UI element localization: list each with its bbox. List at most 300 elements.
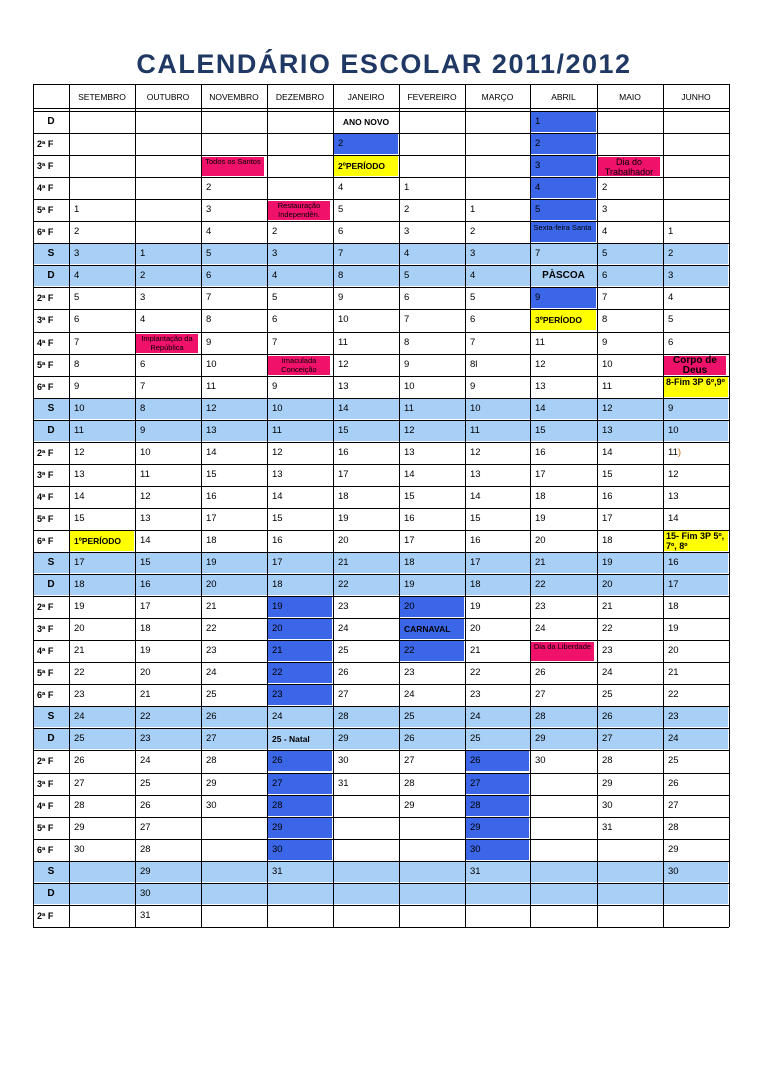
row-day-label: 4ª F bbox=[37, 646, 54, 657]
grid-hline bbox=[33, 84, 729, 85]
grid-hline bbox=[33, 155, 729, 156]
row-day-label: 5ª F bbox=[37, 668, 54, 679]
day-cell: 27 bbox=[140, 821, 151, 833]
day-cell: 22 bbox=[404, 645, 415, 657]
day-cell: 4 bbox=[338, 182, 344, 194]
day-cell: 21 bbox=[338, 557, 349, 568]
vacation-cell-fill bbox=[531, 156, 596, 176]
grid-hline bbox=[33, 420, 729, 421]
day-cell: 6 bbox=[602, 270, 608, 282]
row-day-label: 2ª F bbox=[37, 293, 54, 304]
day-cell: 24 bbox=[404, 689, 415, 701]
holiday-label: Dia da Liberdade bbox=[533, 642, 592, 652]
grid-hline bbox=[33, 927, 729, 928]
day-cell: 1 bbox=[140, 248, 146, 260]
grid-hline bbox=[33, 706, 729, 707]
day-cell: 15 bbox=[470, 512, 481, 524]
grid-vline bbox=[69, 84, 70, 927]
day-cell: 13 bbox=[470, 468, 481, 480]
grid-vline bbox=[399, 84, 400, 927]
day-cell: 16 bbox=[404, 512, 415, 524]
day-cell: 7 bbox=[404, 314, 410, 326]
day-cell: 23 bbox=[338, 601, 349, 613]
day-cell: 26 bbox=[206, 711, 217, 723]
month-header: OUTUBRO bbox=[146, 92, 190, 102]
weekend-row-fill bbox=[34, 399, 728, 419]
day-cell: 17 bbox=[74, 557, 85, 568]
month-header: JUNHO bbox=[681, 92, 711, 102]
day-cell: 14 bbox=[535, 402, 546, 414]
day-cell: 2 bbox=[470, 226, 476, 238]
day-cell: 23 bbox=[602, 645, 613, 657]
row-day-label: S bbox=[47, 711, 55, 723]
day-cell: 2 bbox=[338, 138, 344, 150]
day-cell: 30 bbox=[338, 755, 349, 767]
day-cell: 22 bbox=[74, 667, 85, 679]
day-cell: 15 bbox=[338, 424, 349, 436]
day-cell: 11 bbox=[74, 424, 84, 436]
day-cell: 29 bbox=[338, 733, 349, 745]
day-cell: 4 bbox=[206, 226, 212, 238]
day-cell: 15 bbox=[535, 424, 546, 436]
day-cell: 17 bbox=[338, 468, 349, 480]
day-cell: 28 bbox=[140, 843, 151, 855]
day-cell: 19 bbox=[535, 512, 546, 524]
day-cell: 18 bbox=[535, 490, 546, 502]
day-cell: 24 bbox=[272, 711, 283, 723]
day-cell: 28 bbox=[272, 799, 283, 811]
day-cell: 20 bbox=[602, 579, 613, 591]
holiday-label: Imaculada Conceição bbox=[281, 355, 317, 374]
event-label: ANO NOVO bbox=[342, 117, 390, 127]
day-cell: 10 bbox=[272, 402, 283, 414]
grid-vline bbox=[267, 84, 268, 927]
day-cell: 27 bbox=[668, 799, 679, 811]
day-cell: 26 bbox=[535, 667, 546, 679]
day-cell: 11 bbox=[602, 380, 612, 392]
day-cell: 21 bbox=[668, 667, 679, 679]
day-cell: 8 bbox=[206, 314, 212, 326]
row-day-label: D bbox=[47, 579, 55, 591]
grid-hline bbox=[33, 861, 729, 862]
row-day-label: 6ª F bbox=[37, 844, 54, 855]
day-cell: 10 bbox=[206, 358, 217, 370]
row-day-label: 3ª F bbox=[37, 469, 54, 480]
day-cell: 6 bbox=[404, 292, 410, 304]
row-day-label: 4ª F bbox=[37, 491, 54, 502]
day-cell: 12 bbox=[338, 358, 349, 370]
day-cell: 13 bbox=[535, 380, 546, 392]
day-cell: 20 bbox=[272, 623, 283, 635]
row-day-label: 2ª F bbox=[37, 756, 54, 767]
day-cell: 22 bbox=[602, 623, 613, 635]
day-cell: 9 bbox=[140, 424, 146, 436]
day-cell: 10 bbox=[404, 380, 415, 392]
day-cell: 21 bbox=[272, 645, 283, 657]
grid-hline bbox=[33, 508, 729, 509]
day-cell: 8 bbox=[404, 336, 410, 348]
day-cell: 11 bbox=[535, 336, 545, 348]
day-cell: 29 bbox=[206, 777, 217, 789]
day-cell: 6 bbox=[338, 226, 344, 238]
day-cell: 30 bbox=[535, 755, 546, 767]
day-cell: 15 bbox=[602, 468, 613, 480]
day-cell: 26 bbox=[602, 711, 613, 723]
day-cell: 20 bbox=[206, 579, 217, 591]
period-end-label: 8-Fim 3P 6º,9º bbox=[666, 376, 725, 387]
grid-vline bbox=[729, 84, 730, 927]
day-cell: 28 bbox=[602, 755, 613, 767]
day-cell: 5 bbox=[206, 248, 212, 260]
day-cell: 11 bbox=[140, 468, 150, 480]
day-cell: 17 bbox=[535, 468, 546, 480]
day-cell: 22 bbox=[535, 579, 546, 591]
day-cell: 6 bbox=[272, 314, 278, 326]
row-day-label: 5ª F bbox=[37, 359, 54, 370]
day-cell: 6 bbox=[470, 314, 476, 326]
day-cell: 18 bbox=[338, 490, 349, 502]
day-cell: 18 bbox=[206, 534, 217, 546]
vacation-cell-fill bbox=[531, 134, 596, 154]
grid-hline bbox=[33, 883, 729, 884]
day-cell: 14 bbox=[140, 534, 151, 546]
row-day-label: D bbox=[47, 887, 55, 899]
day-cell: 29 bbox=[140, 865, 151, 877]
day-cell: 14 bbox=[470, 490, 481, 502]
day-cell: 16 bbox=[272, 534, 283, 546]
day-cell: 6 bbox=[140, 358, 146, 370]
day-cell: 9 bbox=[272, 380, 278, 392]
grid-hline bbox=[33, 111, 729, 112]
day-cell: 19 bbox=[602, 557, 613, 568]
row-day-label: 5ª F bbox=[37, 205, 54, 216]
day-cell: 7 bbox=[470, 336, 476, 348]
day-cell: 28 bbox=[404, 777, 415, 789]
day-cell: 26 bbox=[668, 777, 679, 789]
day-cell: 3 bbox=[74, 248, 80, 260]
grid-hline bbox=[33, 199, 729, 200]
grid-hline bbox=[33, 376, 729, 377]
day-cell: 30 bbox=[668, 865, 679, 877]
day-cell: 23 bbox=[74, 689, 85, 701]
day-cell: 10 bbox=[470, 402, 481, 414]
row-day-label: D bbox=[47, 116, 55, 127]
day-cell: 3 bbox=[140, 292, 146, 304]
row-day-label: 3ª F bbox=[37, 315, 54, 326]
grid-hline bbox=[33, 464, 729, 465]
day-cell: 21 bbox=[74, 645, 85, 657]
day-cell: 28 bbox=[338, 711, 349, 723]
row-day-label: 6ª F bbox=[37, 690, 54, 701]
day-cell: 4 bbox=[272, 270, 278, 282]
day-cell: 29 bbox=[535, 733, 546, 745]
day-cell: 5 bbox=[668, 314, 674, 326]
row-day-label: 4ª F bbox=[37, 337, 54, 348]
day-cell: 23 bbox=[668, 711, 679, 723]
day-cell: 16 bbox=[535, 446, 546, 458]
day-cell: 2 bbox=[404, 204, 410, 216]
day-cell: 3 bbox=[602, 204, 608, 216]
day-cell: 15 bbox=[404, 490, 415, 502]
day-cell: 29 bbox=[602, 777, 613, 789]
event-label: 25 - Natal bbox=[272, 734, 310, 745]
grid-hline bbox=[33, 684, 729, 685]
day-cell: 20 bbox=[535, 534, 546, 546]
day-cell: 12 bbox=[272, 446, 283, 458]
day-cell: 20 bbox=[470, 623, 481, 635]
day-cell: 8 bbox=[74, 358, 80, 370]
day-cell: 16 bbox=[470, 534, 481, 546]
grid-hline bbox=[33, 750, 729, 751]
day-cell: 25 bbox=[602, 689, 613, 701]
day-cell: 15 bbox=[140, 557, 151, 568]
day-cell: 1 bbox=[404, 182, 410, 194]
day-cell: 16 bbox=[206, 490, 217, 502]
day-cell: 26 bbox=[272, 755, 283, 767]
grid-hline bbox=[33, 574, 729, 575]
day-cell: 9 bbox=[602, 336, 608, 348]
day-cell: 24 bbox=[140, 755, 151, 767]
day-cell: 7 bbox=[140, 380, 146, 392]
day-cell: 14 bbox=[404, 468, 415, 480]
day-cell: 24 bbox=[206, 667, 217, 679]
day-cell: 27 bbox=[535, 689, 546, 701]
row-day-label: 6ª F bbox=[37, 381, 54, 392]
day-cell: 19 bbox=[206, 557, 217, 568]
day-cell: 17 bbox=[668, 579, 679, 591]
day-cell: 6 bbox=[206, 270, 212, 282]
day-cell: 22 bbox=[272, 667, 283, 679]
day-cell: 30 bbox=[140, 887, 151, 899]
day-cell: 30 bbox=[470, 843, 481, 855]
grid-vline bbox=[530, 84, 531, 927]
day-cell: 24 bbox=[338, 623, 349, 635]
grid-hline bbox=[33, 817, 729, 818]
day-cell: 5 bbox=[272, 292, 278, 304]
grid-hline bbox=[33, 486, 729, 487]
day-cell: 23 bbox=[206, 645, 217, 657]
day-cell: 20 bbox=[140, 667, 151, 679]
day-cell: 3 bbox=[404, 226, 410, 238]
weekend-row-fill bbox=[34, 553, 728, 573]
day-cell: 13 bbox=[74, 468, 85, 480]
day-cell: 28 bbox=[470, 799, 481, 811]
day-cell: 13 bbox=[404, 446, 415, 458]
day-cell: 9 bbox=[404, 358, 410, 370]
row-day-label: S bbox=[47, 402, 55, 414]
day-cell: 4 bbox=[535, 182, 541, 194]
day-cell: 28 bbox=[206, 755, 217, 767]
day-cell: 17 bbox=[140, 601, 151, 613]
day-cell: 20 bbox=[74, 623, 85, 635]
day-cell: 19 bbox=[470, 601, 481, 613]
day-cell: 25 bbox=[206, 689, 217, 701]
day-cell: 24 bbox=[602, 667, 613, 679]
day-cell: 21 bbox=[602, 601, 613, 613]
row-day-label: 2ª F bbox=[37, 139, 54, 150]
day-cell: 3 bbox=[535, 160, 541, 172]
day-cell: 22 bbox=[338, 579, 349, 591]
day-cell: 12 bbox=[206, 402, 217, 414]
day-cell: 2 bbox=[668, 248, 674, 260]
day-cell: 30 bbox=[74, 843, 85, 855]
grid-hline bbox=[33, 265, 729, 266]
day-cell: 5 bbox=[404, 270, 410, 282]
grid-hline bbox=[33, 552, 729, 553]
day-cell: 29 bbox=[668, 843, 679, 855]
day-cell: 14 bbox=[668, 512, 679, 524]
day-cell: 3 bbox=[470, 248, 476, 260]
row-day-label: 5ª F bbox=[37, 513, 54, 524]
row-day-label: 4ª F bbox=[37, 800, 54, 811]
day-cell: 9 bbox=[668, 402, 674, 414]
holiday-label: Corpo de Deus bbox=[673, 354, 717, 376]
grid-hline bbox=[33, 640, 729, 641]
day-cell: 31 bbox=[272, 865, 283, 877]
easter-label: PÀSCOA bbox=[542, 270, 585, 282]
day-cell: 17 bbox=[602, 512, 613, 524]
day-cell: 13 bbox=[602, 424, 613, 436]
day-cell: 16 bbox=[668, 557, 679, 568]
event-label: 1ºPERÍODO bbox=[74, 535, 122, 546]
day-cell: 19 bbox=[338, 512, 349, 524]
vacation-cell-fill bbox=[531, 178, 596, 198]
day-cell: 18 bbox=[404, 557, 415, 568]
day-cell: 7 bbox=[206, 292, 212, 304]
day-cell: 5 bbox=[470, 292, 476, 304]
grid-hline bbox=[33, 530, 729, 531]
day-cell: 19 bbox=[74, 601, 85, 613]
day-cell: 31 bbox=[338, 777, 349, 789]
grid-hline bbox=[33, 133, 729, 134]
day-cell: 13 bbox=[140, 512, 151, 524]
day-cell: 11 bbox=[206, 380, 216, 392]
day-cell: 2 bbox=[140, 270, 146, 282]
month-header: NOVEMBRO bbox=[209, 92, 259, 102]
day-cell: 7 bbox=[74, 336, 80, 348]
day-cell: 13 bbox=[272, 468, 283, 480]
day-cell: 16 bbox=[602, 490, 613, 502]
day-cell: 23 bbox=[140, 733, 151, 745]
month-header: DEZEMBRO bbox=[275, 92, 325, 102]
day-cell: 31 bbox=[602, 821, 613, 833]
holiday-label: Sexta-feira Santa bbox=[533, 223, 592, 233]
row-day-label: S bbox=[47, 557, 55, 568]
holiday-label: Restauração Independên. bbox=[277, 201, 321, 220]
day-cell: 1 bbox=[470, 204, 476, 216]
day-cell: 22 bbox=[470, 667, 481, 679]
day-cell: 27 bbox=[602, 733, 613, 745]
day-cell: 1 bbox=[668, 226, 674, 238]
day-cell: 21 bbox=[535, 557, 546, 568]
event-label: CARNAVAL bbox=[404, 624, 451, 635]
day-cell bbox=[668, 448, 681, 458]
day-cell: 25 bbox=[140, 777, 151, 789]
day-cell: 12 bbox=[404, 424, 415, 436]
day-cell: 20 bbox=[404, 601, 415, 613]
day-cell: 21 bbox=[140, 689, 151, 701]
day-cell: 17 bbox=[206, 512, 217, 524]
day-cell: 13 bbox=[338, 380, 349, 392]
day-cell: 7 bbox=[535, 248, 541, 260]
day-cell: 19 bbox=[140, 645, 151, 657]
day-cell: 1 bbox=[535, 116, 541, 127]
day-cell: 2 bbox=[74, 226, 80, 238]
row-day-label: 2ª F bbox=[37, 910, 54, 921]
day-cell: 28 bbox=[535, 711, 546, 723]
day-cell: 2 bbox=[602, 182, 608, 194]
day-cell: 25 bbox=[338, 645, 349, 657]
day-cell: 8 bbox=[602, 314, 608, 326]
day-cell: 24 bbox=[74, 711, 85, 723]
day-cell: 30 bbox=[602, 799, 613, 811]
day-cell: 4 bbox=[602, 226, 608, 238]
day-cell: 8l bbox=[470, 358, 478, 370]
day-cell: 4 bbox=[470, 270, 476, 282]
day-cell: 27 bbox=[206, 733, 217, 745]
day-cell: 29 bbox=[74, 821, 85, 833]
day-cell: 26 bbox=[404, 733, 415, 745]
grid-vline bbox=[465, 84, 466, 927]
day-cell: 22 bbox=[206, 623, 217, 635]
day-cell: 12 bbox=[74, 446, 85, 458]
day-cell: 25 bbox=[668, 755, 679, 767]
day-cell: 17 bbox=[272, 557, 283, 568]
row-day-label: D bbox=[47, 733, 55, 745]
day-cell: 10 bbox=[74, 402, 85, 414]
day-cell: 22 bbox=[140, 711, 151, 723]
day-cell: 9 bbox=[470, 380, 476, 392]
grid-vline bbox=[333, 84, 334, 927]
day-cell: 14 bbox=[272, 490, 283, 502]
day-cell: 26 bbox=[140, 799, 151, 811]
day-cell: 3 bbox=[272, 248, 278, 260]
day-cell: 23 bbox=[272, 689, 283, 701]
grid-hline bbox=[33, 442, 729, 443]
day-cell: 12 bbox=[535, 358, 546, 370]
day-cell: 26 bbox=[470, 755, 481, 767]
weekend-row-fill bbox=[34, 884, 728, 904]
day-cell: 15 bbox=[74, 512, 85, 524]
grid-hline bbox=[33, 839, 729, 840]
day-cell: 7 bbox=[272, 336, 278, 348]
day-cell: 13 bbox=[206, 424, 217, 436]
day-cell: 18 bbox=[602, 534, 613, 546]
day-cell: 27 bbox=[272, 777, 283, 789]
day-cell: 8 bbox=[338, 270, 344, 282]
day-cell: 26 bbox=[338, 667, 349, 679]
day-cell: 31 bbox=[470, 865, 481, 877]
day-cell: 28 bbox=[74, 799, 85, 811]
row-day-label: 3ª F bbox=[37, 161, 54, 172]
day-cell: 14 bbox=[74, 490, 85, 502]
day-cell: 7 bbox=[338, 248, 344, 260]
day-cell: 29 bbox=[272, 821, 283, 833]
day-cell: 12 bbox=[470, 446, 481, 458]
day-cell: 8 bbox=[140, 402, 146, 414]
weekend-row-fill bbox=[34, 421, 728, 441]
holiday-label: Todos os Santos bbox=[205, 157, 261, 167]
row-day-label: 3ª F bbox=[37, 778, 54, 789]
day-cell: 9 bbox=[535, 292, 541, 304]
day-cell: 12 bbox=[602, 402, 613, 414]
row-day-label: 6ª F bbox=[37, 535, 54, 546]
day-cell: 2 bbox=[206, 182, 212, 194]
month-header: SETEMBRO bbox=[78, 92, 126, 102]
day-cell: 23 bbox=[404, 667, 415, 679]
grid-hline bbox=[33, 108, 729, 109]
grid-hline bbox=[33, 618, 729, 619]
